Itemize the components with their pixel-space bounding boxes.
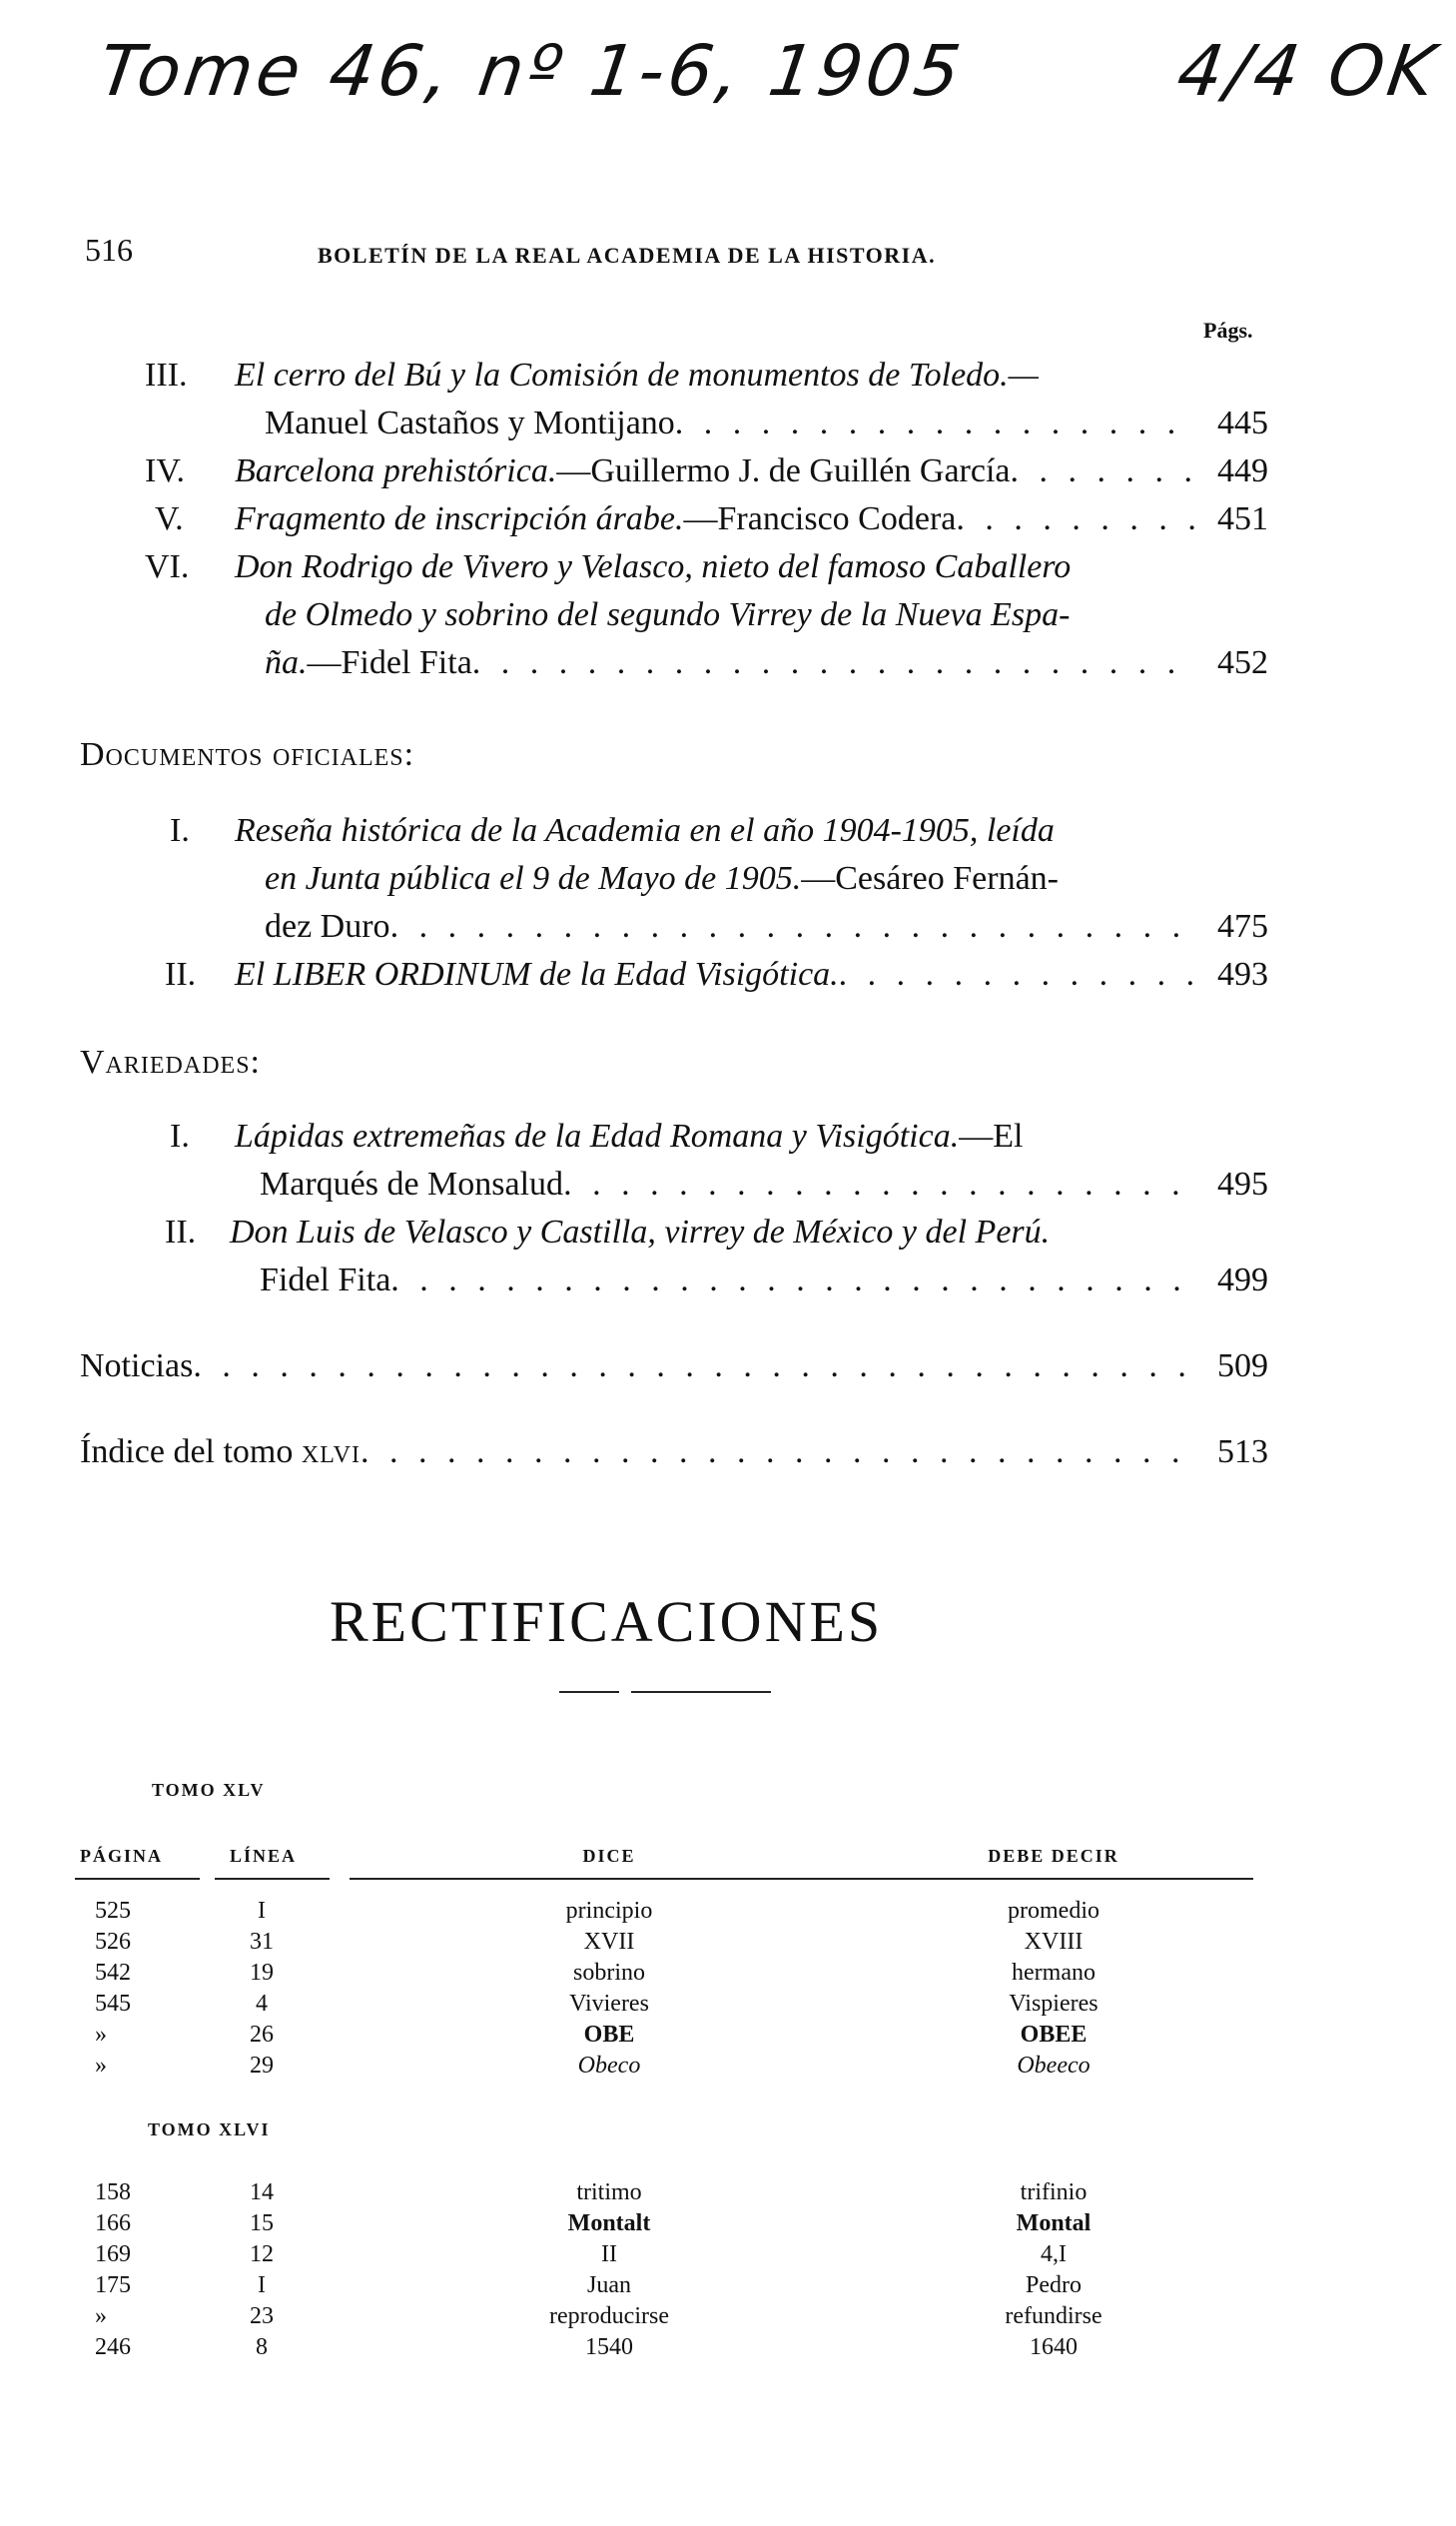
title-rule-left xyxy=(559,1691,619,1693)
page-number: 516 xyxy=(85,232,133,268)
toc-entry-line xyxy=(235,951,1268,999)
cell-dice: sobrino xyxy=(573,1960,645,1986)
cell-dice: Vivieres xyxy=(569,1991,649,2017)
cell-linea: 4 xyxy=(256,1991,268,2017)
toc-author-cont: dez Duro xyxy=(265,908,390,945)
cell-linea: 31 xyxy=(250,1929,274,1955)
cell-linea: 12 xyxy=(250,2241,274,2267)
cell-debe-decir: Vispieres xyxy=(1009,1991,1098,2017)
cell-debe-decir: promedio xyxy=(1008,1898,1099,1924)
cell-debe-decir: Obeeco xyxy=(1017,2053,1091,2079)
cell-dice: tritimo xyxy=(576,2179,642,2205)
cell-pagina: 545 xyxy=(95,1991,131,2017)
header-linea: LÍNEA xyxy=(230,1846,298,1866)
cell-linea: I xyxy=(258,1898,266,1924)
toc-numeral: VI. xyxy=(145,548,190,585)
tomo-xlv-label: TOMO XLV xyxy=(152,1780,266,1800)
cell-debe-decir: 4,I xyxy=(1041,2241,1067,2267)
toc-entry-title: Fragmento de inscripción árabe. xyxy=(235,500,684,537)
toc-page: 495 xyxy=(1217,1166,1268,1203)
toc-entry-title: Reseña histórica de la Academia en el año 1904-1905, leída xyxy=(235,812,1055,849)
cell-debe-decir: XVIII xyxy=(1024,1929,1084,1955)
cell-dice: 1540 xyxy=(585,2334,633,2360)
toc-entry-line xyxy=(235,1113,1023,1161)
cell-pagina: 166 xyxy=(95,2210,131,2236)
cell-pagina: 525 xyxy=(95,1898,131,1924)
toc-label: Noticias xyxy=(80,1347,194,1384)
toc-entry-line xyxy=(265,903,1268,951)
toc-author: —Francisco Codera xyxy=(683,500,957,537)
cell-debe-decir: refundirse xyxy=(1005,2303,1102,2329)
toc-entry-line xyxy=(260,1161,1268,1209)
toc-entry-title: Don Rodrigo de Vivero y Velasco, nieto del famoso Caballero xyxy=(235,548,1072,585)
cell-linea: 26 xyxy=(250,2022,274,2048)
toc-page: 513 xyxy=(1217,1433,1268,1470)
cell-dice: II xyxy=(601,2241,617,2267)
toc-numeral: V. xyxy=(155,500,184,537)
cell-pagina: » xyxy=(95,2053,107,2079)
cell-dice: reproducirse xyxy=(549,2303,669,2329)
cell-dice: principio xyxy=(565,1898,653,1924)
cell-debe-decir: Montal xyxy=(1016,2210,1092,2236)
toc-author: —Fidel Fita xyxy=(307,644,472,681)
toc-label-volume: xlvi xyxy=(301,1433,362,1470)
toc-author-cont: Marqués de Monsalud xyxy=(260,1166,564,1203)
toc-entry-title: Don Luis de Velasco y Castilla, virrey de México y del Perú. xyxy=(230,1214,1051,1251)
header-rule xyxy=(350,1878,1253,1880)
cell-linea: 15 xyxy=(250,2210,274,2236)
rectificaciones-title: RECTIFICACIONES xyxy=(330,1589,884,1654)
toc-page: 499 xyxy=(1217,1262,1268,1298)
header-rule xyxy=(215,1878,330,1880)
cell-linea: 14 xyxy=(250,2179,274,2205)
cell-debe-decir: Pedro xyxy=(1026,2272,1082,2298)
toc-page: 452 xyxy=(1217,644,1268,681)
toc-page: 509 xyxy=(1217,1347,1268,1384)
toc-author: Manuel Castaños y Montijano xyxy=(265,405,675,441)
handwritten-volume-note: Tome 46, nº 1-6, 1905 xyxy=(94,30,970,112)
cell-pagina: 169 xyxy=(95,2241,131,2267)
toc-numeral: I. xyxy=(170,812,190,849)
cell-pagina: 246 xyxy=(95,2334,131,2360)
toc-entry-title-cont: en Junta pública el 9 de Mayo de 1905. xyxy=(265,860,802,897)
toc-entry-title-cont: de Olmedo y sobrino del segundo Virrey de la Nueva Espa- xyxy=(265,596,1071,633)
toc-entry-line xyxy=(235,447,1268,495)
toc-numeral: III. xyxy=(145,357,188,394)
running-title: BOLETÍN DE LA REAL ACADEMIA DE LA HISTORIA. xyxy=(318,243,937,268)
cell-linea: 23 xyxy=(250,2303,274,2329)
toc-entry-title-cont: ña. xyxy=(265,644,308,681)
toc-author: Fidel Fita xyxy=(260,1262,391,1298)
cell-pagina: 526 xyxy=(95,1929,131,1955)
toc-numeral: II. xyxy=(165,1214,197,1251)
toc-page: 493 xyxy=(1217,956,1268,993)
toc-indice xyxy=(80,1428,1268,1476)
title-rule-right xyxy=(631,1691,771,1693)
toc-page: 475 xyxy=(1217,908,1268,945)
toc-entry-line xyxy=(235,495,1268,543)
pags-label: Págs. xyxy=(1203,318,1253,343)
toc-entry-title: Barcelona prehistórica. xyxy=(235,452,557,489)
toc-numeral: IV. xyxy=(145,452,185,489)
header-dice: DICE xyxy=(582,1846,636,1866)
section-heading-variedades: Variedades: xyxy=(80,1044,261,1081)
toc-author: —Cesáreo Fernán- xyxy=(801,860,1059,897)
header-debe-decir: DEBE DECIR xyxy=(988,1846,1119,1866)
toc-numeral: I. xyxy=(170,1118,190,1155)
toc-entry-line xyxy=(265,639,1268,687)
toc-numeral: II. xyxy=(165,956,197,993)
cell-pagina: » xyxy=(95,2303,107,2329)
cell-pagina: 158 xyxy=(95,2179,131,2205)
cell-pagina: 542 xyxy=(95,1960,131,1986)
cell-linea: 19 xyxy=(250,1960,274,1986)
toc-entry-title: El cerro del Bú y la Comisión de monumentos de Toledo.— xyxy=(235,357,1039,394)
cell-linea: 8 xyxy=(256,2334,268,2360)
cell-dice: Juan xyxy=(587,2272,631,2298)
cell-linea: 29 xyxy=(250,2053,274,2079)
cell-linea: I xyxy=(258,2272,266,2298)
header-pagina: PÁGINA xyxy=(80,1846,163,1866)
cell-debe-decir: trifinio xyxy=(1020,2179,1088,2205)
toc-entry-line xyxy=(260,1257,1268,1304)
tomo-xlvi-label: TOMO XLVI xyxy=(148,2119,271,2139)
toc-author: —El xyxy=(959,1118,1024,1155)
toc-entry-line xyxy=(265,400,1268,447)
toc-author: —Guillermo J. de Guillén García xyxy=(556,452,1011,489)
cell-pagina: 175 xyxy=(95,2272,131,2298)
cell-dice: Montalt xyxy=(567,2210,651,2236)
cell-dice: XVII xyxy=(583,1929,635,1955)
toc-label: Índice del tomo xyxy=(80,1433,294,1470)
toc-entry-line xyxy=(265,855,1059,903)
toc-page: 449 xyxy=(1217,452,1268,489)
handwritten-check-note: 4/4 OK xyxy=(1172,30,1444,112)
cell-debe-decir: OBEE xyxy=(1020,2022,1088,2048)
toc-entry-title: Lápidas extremeñas de la Edad Romana y Visigótica. xyxy=(235,1118,960,1155)
toc-page: 451 xyxy=(1217,500,1268,537)
cell-dice: Obeco xyxy=(577,2053,641,2079)
cell-dice: OBE xyxy=(583,2022,635,2048)
toc-entry-title: El LIBER ORDINUM de la Edad Visigótica. xyxy=(235,956,839,993)
header-rule xyxy=(75,1878,200,1880)
toc-noticias xyxy=(80,1342,1268,1390)
toc-page: 445 xyxy=(1217,405,1268,441)
cell-pagina: » xyxy=(95,2022,107,2048)
cell-debe-decir: 1640 xyxy=(1030,2334,1078,2360)
cell-debe-decir: hermano xyxy=(1012,1960,1095,1986)
section-heading-documentos: Documentos oficiales: xyxy=(80,736,415,773)
